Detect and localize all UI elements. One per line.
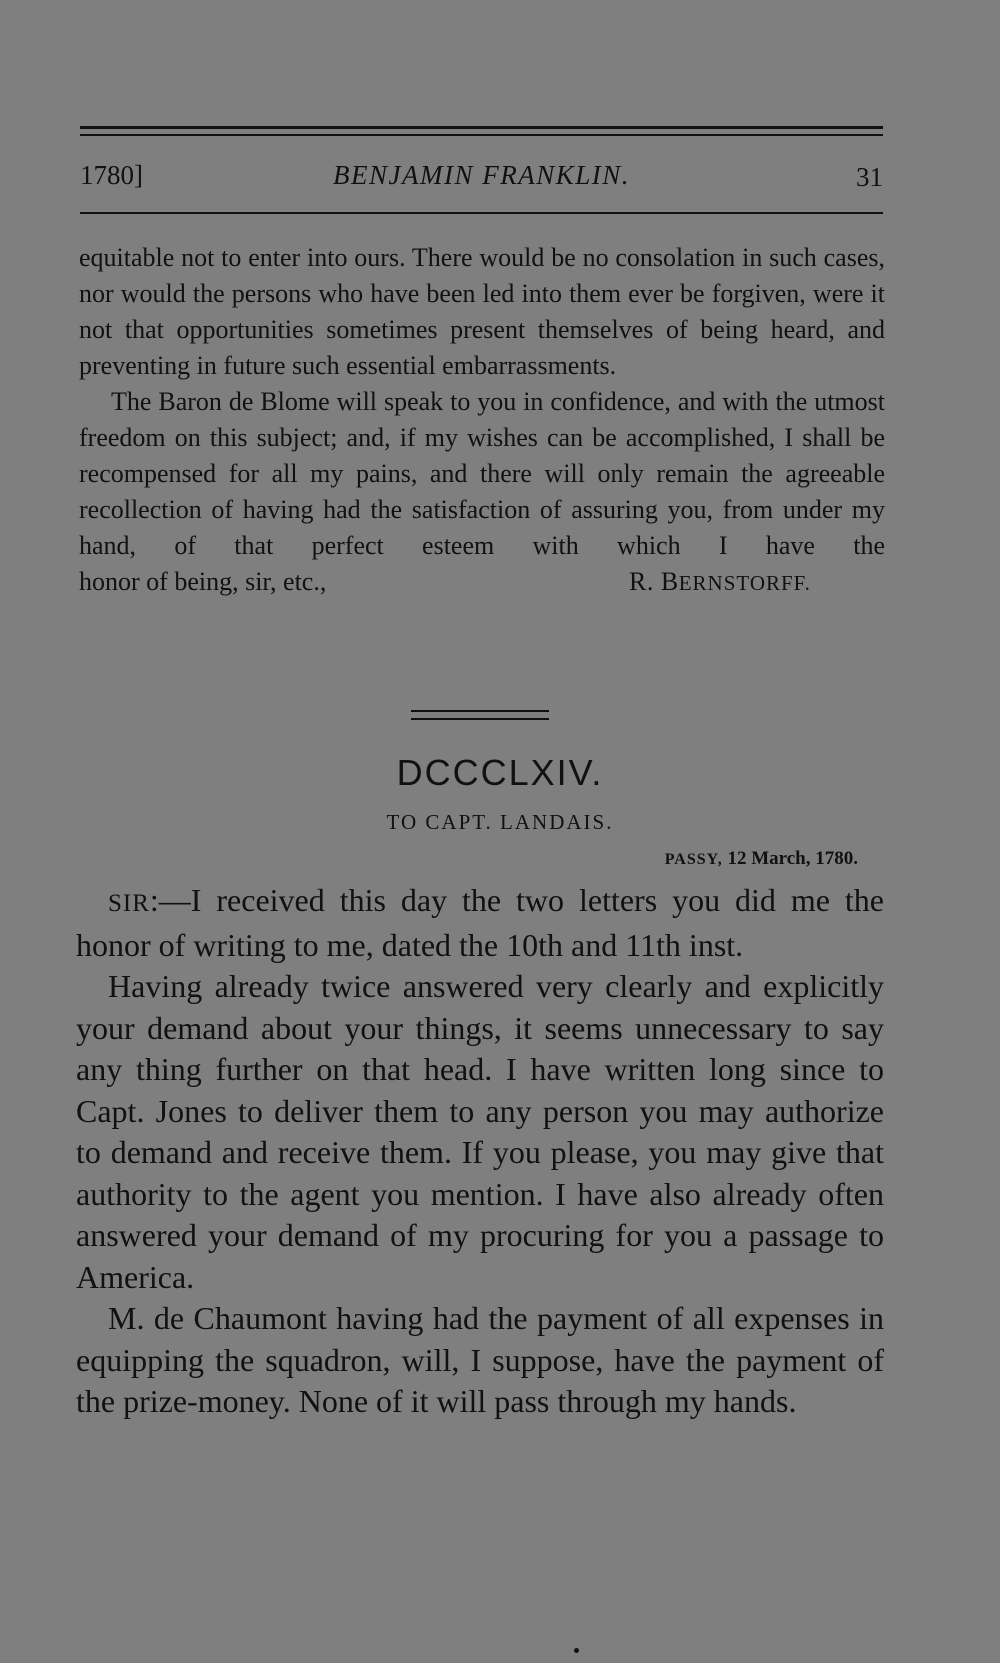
letter-addressee: TO CAPT. LANDAIS.: [386, 810, 614, 834]
top-rule: [80, 126, 883, 129]
dateline: [665, 848, 858, 870]
signature: [629, 564, 811, 601]
header-rule: [80, 212, 883, 214]
top-rule-thin: [80, 134, 883, 136]
paragraph: Having already twice answered very clearly and explicitly your demand about your things, it seems unnecessary to say any thing further on that head. I have written long since to Capt. Jones to deliver them to any person you may authorize to demand and receive them. If you please, you may give that authority to the agent you mention. I have also already often answered your demand of my procuring for you a passage to America.: [76, 968, 884, 1295]
letter-body: [76, 880, 884, 1423]
page-number: 31: [856, 162, 883, 192]
section-separator: [411, 710, 549, 712]
closing-formula: honor of being, sir, etc.,: [79, 567, 327, 596]
paragraph: The Baron de Blome will speak to you in confidence, and with the utmost freedom on this subject; and, if my wishes can be accomplished, I shall be recompensed for all my pains, and there will only remain the agreeable recollection of having had the satisfaction of assuring you, from under my hand, of that perfect esteem with which I have the: [79, 387, 885, 560]
paragraph: [76, 880, 884, 966]
running-head-title: BENJAMIN FRANKLIN.: [333, 160, 630, 190]
running-head-year: 1780]: [80, 160, 143, 190]
signature-initial: R. B: [629, 567, 679, 596]
dateline-place: PASSY,: [664, 851, 723, 868]
running-head: [80, 160, 883, 200]
paragraph: equitable not to enter into ours. There would be no consolation in such cases, nor would the persons who have been led into them ever be forgiven, were it not that opportunities sometimes present themselves of being heard, and preventing in future such essential embarrassments.: [79, 243, 885, 380]
letter-number: DCCCLXIV.: [396, 752, 604, 793]
previous-letter-text: [79, 240, 885, 600]
closing-line: [79, 564, 885, 600]
paragraph-text: :—I received this day the two letters you did me the honor of writing to me, dated the 10th and 11th inst.: [76, 882, 884, 963]
dateline-date: 12 March, 1780.: [727, 848, 858, 869]
signature-rest: ERNSTORFF.: [678, 571, 811, 595]
salutation: SIR: [108, 890, 150, 917]
paragraph: M. de Chaumont having had the payment of all expenses in equipping the squadron, will, I suppose, have the payment of the prize-money. None of it will pass through my hands.: [76, 1300, 884, 1419]
ink-speck: [574, 1648, 579, 1653]
section-separator-lower: [411, 718, 549, 720]
